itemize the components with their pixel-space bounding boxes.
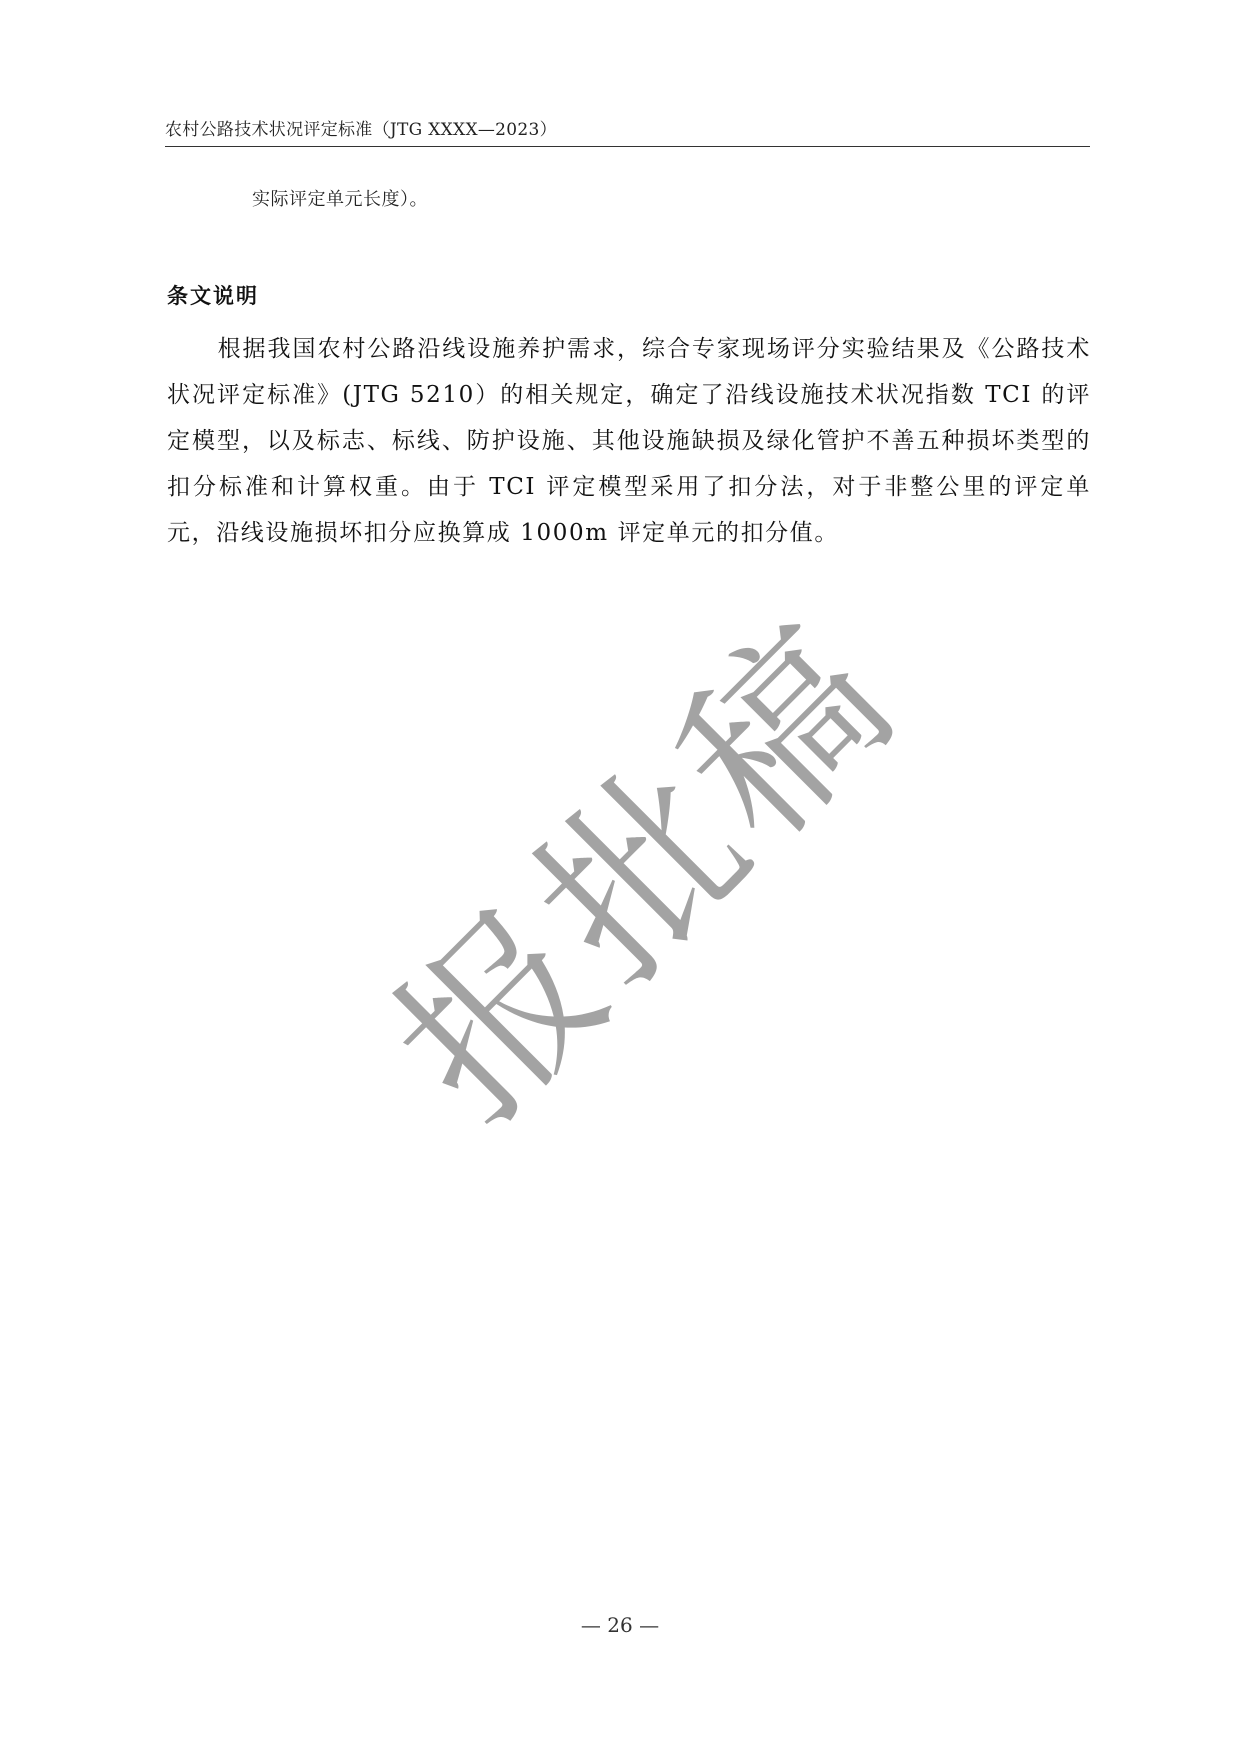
section-title: 条文说明	[167, 284, 259, 308]
body-text	[167, 326, 1091, 556]
continuation-text: 实际评定单元长度）。	[252, 189, 428, 210]
page-number: — 26 —	[580, 1613, 660, 1637]
header-rule	[165, 146, 1090, 147]
watermark	[315, 540, 955, 1180]
paragraph: 根据我国农村公路沿线设施养护需求，综合专家现场评分实验结果及《公路技术状况评定标准》(JTG 5210）的相关规定，确定了沿线设施技术状况指数 TCI 的评定模型，以及标志、标线、防护设施、其他设施缺损及绿化管护不善五种损坏类型的扣分标准和计算权重。由于 TCI 评定模型采用了扣分法，对于非整公里的评定单元，沿线设施损坏扣分应换算成 1000m 评定单元的扣分值。	[167, 336, 1091, 546]
watermark-text: 报批稿	[356, 581, 937, 1162]
running-header: 农村公路技术状况评定标准（JTG XXXX—2023）	[165, 120, 557, 140]
